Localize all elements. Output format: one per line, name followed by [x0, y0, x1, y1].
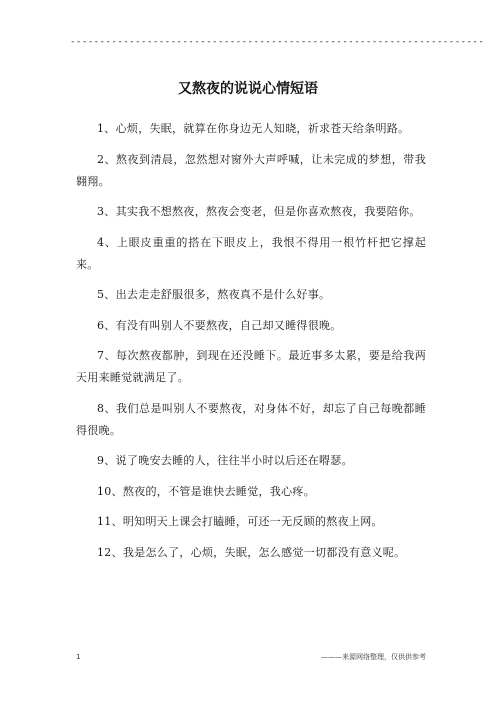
- paragraph-7: 7、每次熬夜都肿，到现在还没睡下。最近事多太累，要是给我两天用来睡觉就满足了。: [76, 349, 426, 384]
- page-title: 又熬夜的说说心情短语: [178, 81, 318, 97]
- paragraph-3: 3、其实我不想熬夜，熬夜会变老，但是你喜欢熬夜，我要陪你。: [97, 205, 421, 218]
- document-body: [76, 118, 426, 572]
- paragraph-9: 9、说了晚安去睡的人，往往半小时以后还在嘚瑟。: [97, 454, 353, 467]
- source-note: ———来源网络整理，仅供供参考: [321, 653, 426, 661]
- paragraph-6: 6、有没有叫别人不要熬夜，自己却又睡得很晚。: [97, 318, 342, 332]
- paragraph-10: 10、熬夜的，不管是谁快去睡觉，我心疼。: [97, 484, 315, 498]
- paragraph-5: 5、出去走走舒服很多，熬夜真不是什么好事。: [97, 288, 331, 301]
- header-dashed-rule: ----------------------------------------------------------------------: [70, 37, 485, 47]
- paragraph-11: 11、明知明天上课会打瞌睡，可还一无反顾的熬夜上网。: [97, 515, 383, 528]
- page-footer: [76, 650, 426, 664]
- paragraph-4: 4、上眼皮重重的搭在下眼皮上，我恨不得用一根竹杆把它撑起来。: [76, 235, 426, 271]
- page-number: 1: [76, 653, 81, 661]
- paragraph-1: 1、心烦，失眠，就算在你身边无人知晓，祈求苍天给条明路。: [97, 122, 410, 135]
- paragraph-2: 2、熬夜到清晨，忽然想对窗外大声呼喊，让未完成的梦想，带我翱翔。: [76, 152, 426, 188]
- paragraph-8: 8、我们总是叫别人不要熬夜，对身体不好，却忘了自己每晚都睡得很晚。: [76, 401, 426, 437]
- paragraph-12: 12、我是怎么了，心烦，失眠，怎么感觉一切都没有意义呢。: [97, 545, 406, 559]
